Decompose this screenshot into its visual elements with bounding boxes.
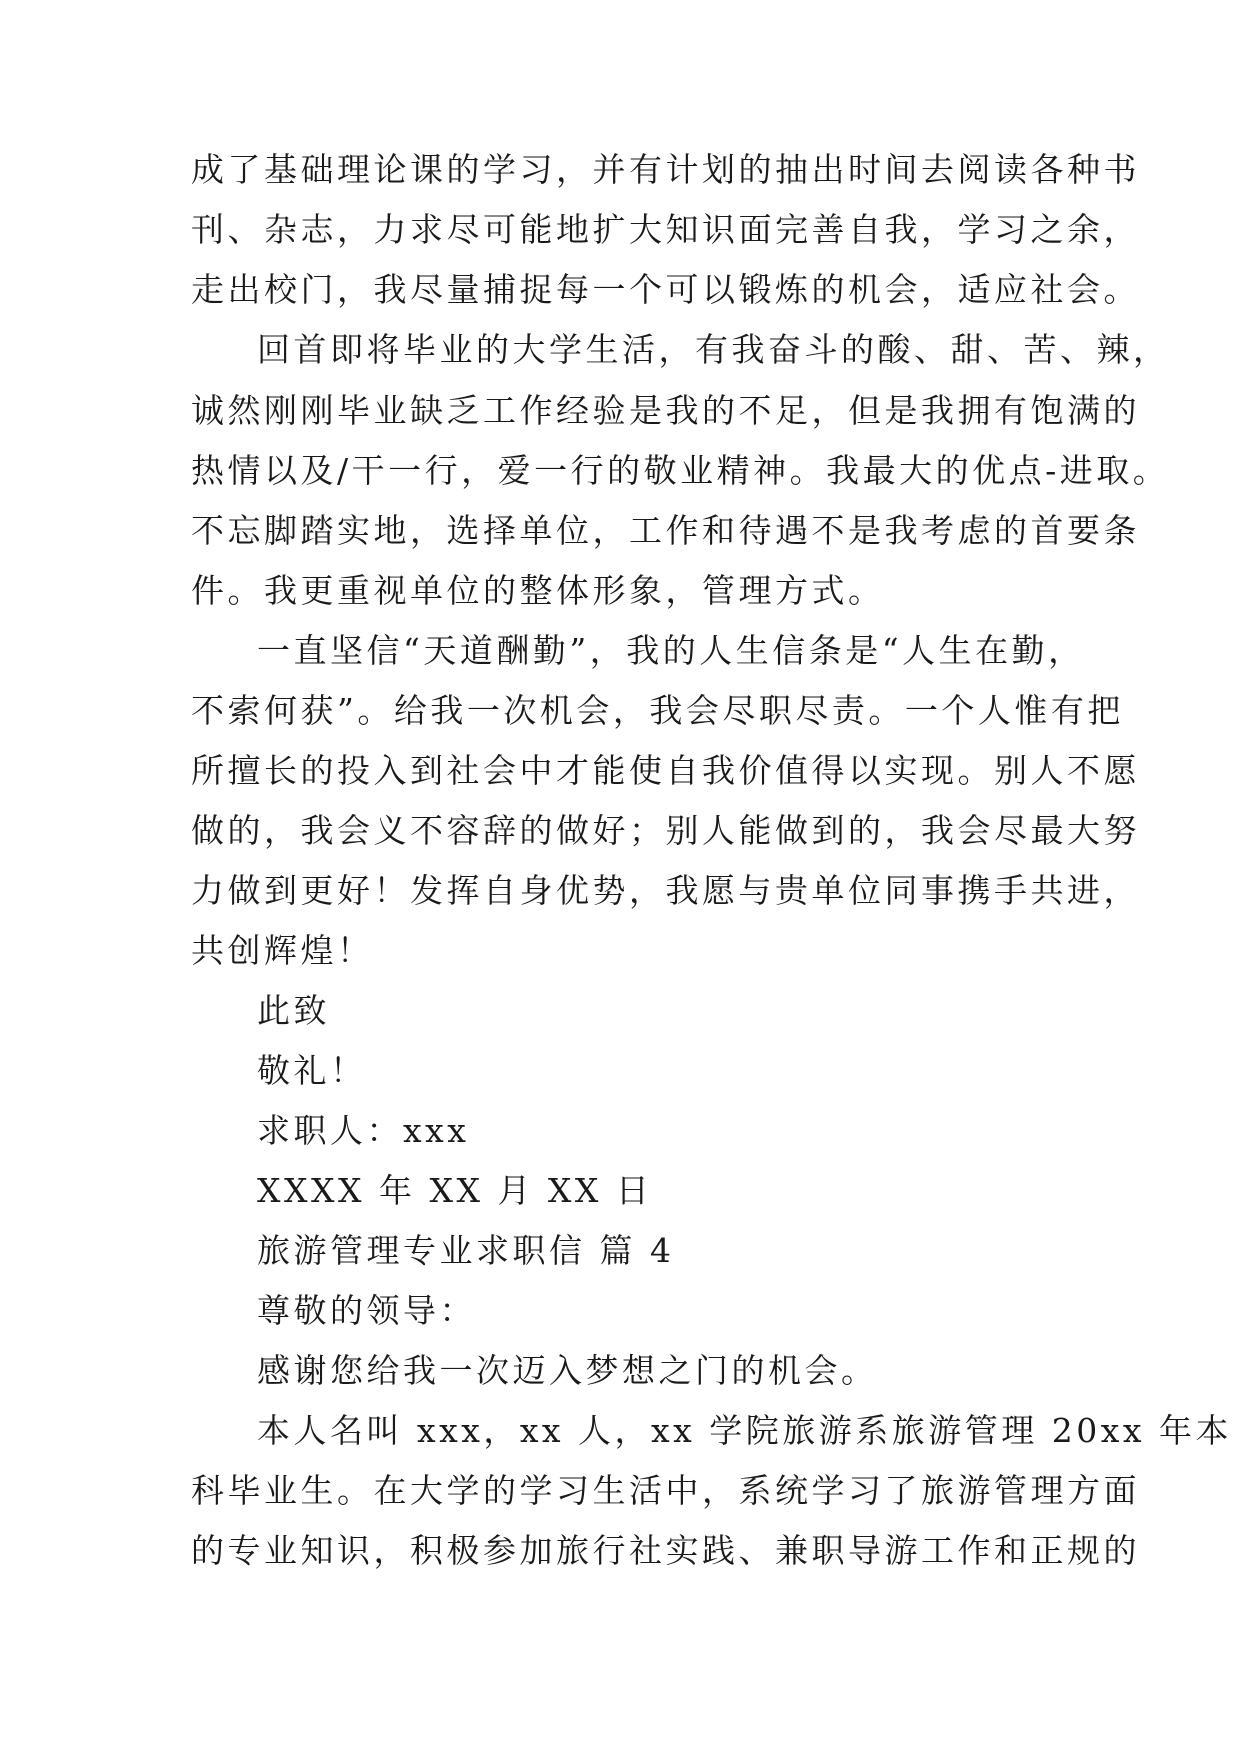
text-line: 走出校门，我尽量捕捉每一个可以锻炼的机会，适应社会。 <box>191 270 1140 309</box>
text-line: 科毕业生。在大学的学习生活中，系统学习了旅游管理方面 <box>191 1471 1140 1510</box>
greeting-line: 尊敬的领导： <box>257 1291 476 1330</box>
applicant-line: 求职人：xxx <box>257 1111 470 1150</box>
text-line: 不索何获”。给我一次机会，我会尽职尽责。一个人惟有把 <box>191 691 1124 730</box>
text-line: 刊、杂志，力求尽可能地扩大知识面完善自我，学习之余， <box>191 210 1140 249</box>
section-title: 旅游管理专业求职信 篇 4 <box>257 1231 675 1270</box>
closing-line: 此致 <box>257 991 330 1030</box>
text-line: 共创辉煌！ <box>191 931 374 970</box>
text-line: 所擅长的投入到社会中才能使自我价值得以实现。别人不愿 <box>191 751 1140 790</box>
text-line: 热情以及/干一行，爱一行的敬业精神。我最大的优点-进取。 <box>191 451 1170 490</box>
text-line: 做的，我会义不容辞的做好；别人能做到的，我会尽最大努 <box>191 811 1140 850</box>
paragraph-start-line: 一直坚信“天道酬勤”，我的人生信条是“人生在勤， <box>257 631 1085 670</box>
text-line: 成了基础理论课的学习，并有计划的抽出时间去阅读各种书 <box>191 150 1140 189</box>
paragraph-start-line: 回首即将毕业的大学生活，有我奋斗的酸、甜、苦、辣， <box>257 330 1170 369</box>
paragraph-start-line: 本人名叫 xxx，xx 人，xx 学院旅游系旅游管理 20xx 年本 <box>257 1411 1232 1450</box>
text-line: 的专业知识，积极参加旅行社实践、兼职导游工作和正规的 <box>191 1531 1140 1570</box>
text-line: 不忘脚踏实地，选择单位，工作和待遇不是我考虑的首要条 <box>191 511 1140 550</box>
text-line: 力做到更好！发挥自身优势，我愿与贵单位同事携手共进， <box>191 871 1140 910</box>
text-line: 诚然刚刚毕业缺乏工作经验是我的不足，但是我拥有饱满的 <box>191 391 1140 430</box>
text-line: 件。我更重视单位的整体形象，管理方式。 <box>191 571 885 610</box>
salutation-line: 敬礼！ <box>257 1051 367 1090</box>
date-line: XXXX 年 XX 月 XX 日 <box>257 1171 653 1210</box>
paragraph-start-line: 感谢您给我一次迈入梦想之门的机会。 <box>257 1351 878 1390</box>
